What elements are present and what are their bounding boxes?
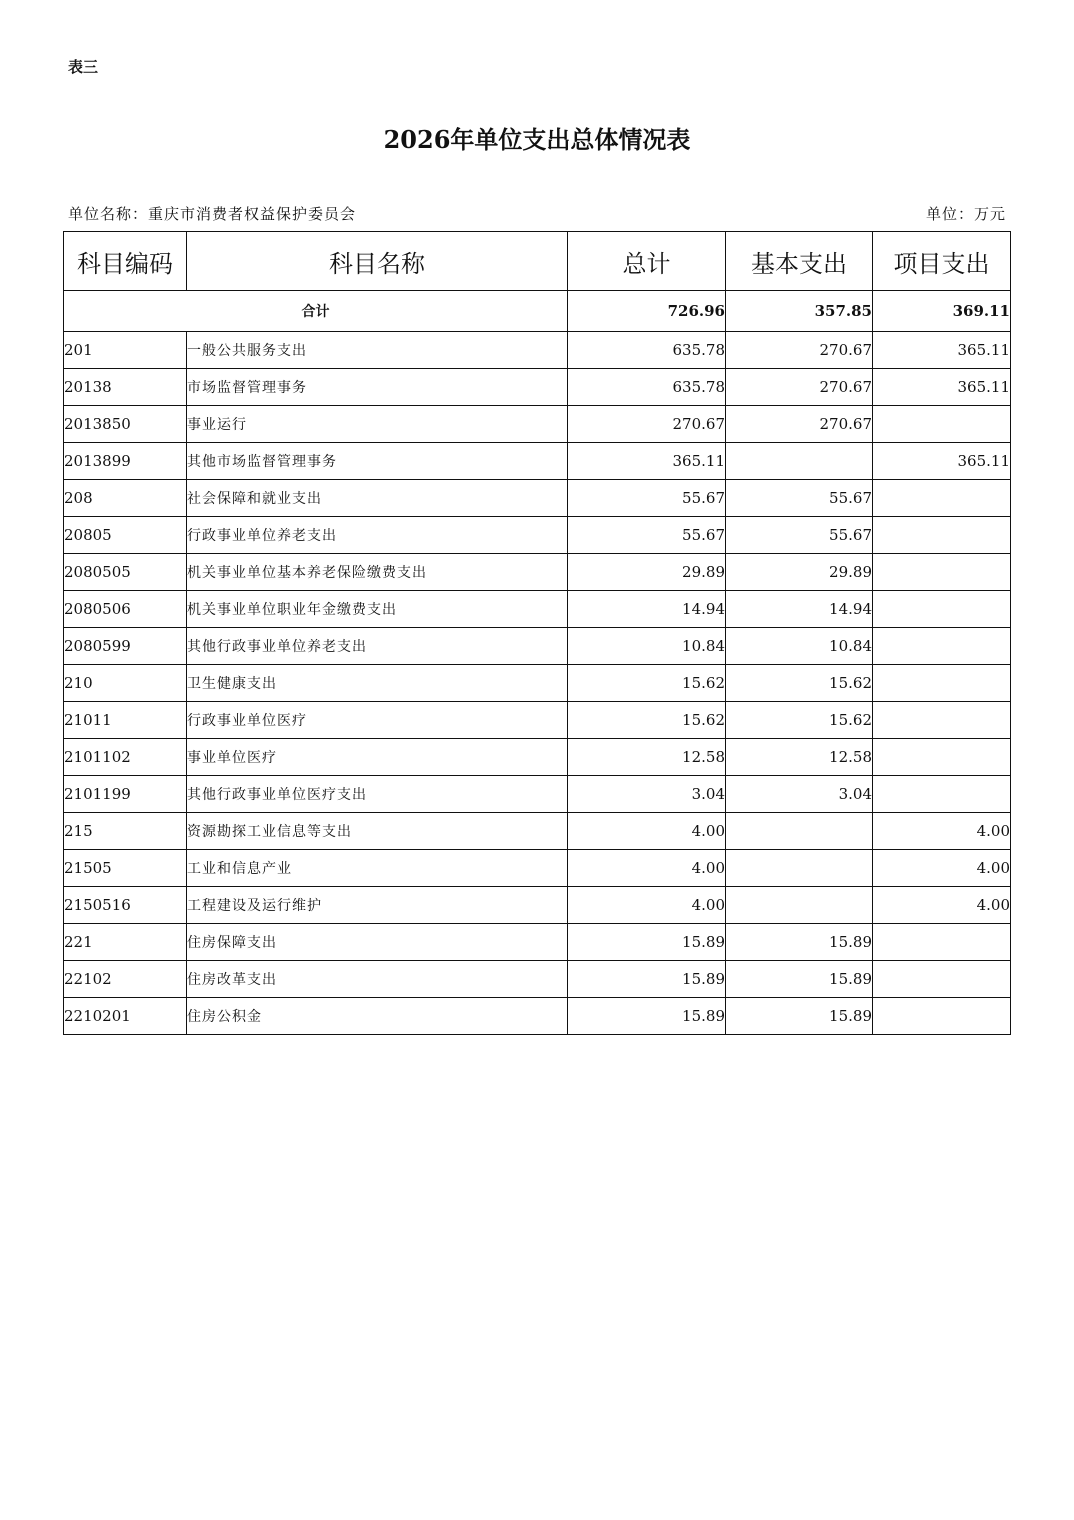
row-project: 4.00: [873, 813, 1011, 850]
row-name: 其他行政事业单位医疗支出: [187, 776, 568, 813]
row-name: 行政事业单位医疗: [187, 702, 568, 739]
row-code: 2210201: [64, 998, 187, 1035]
table-row: [64, 480, 1011, 517]
table-row: [64, 628, 1011, 665]
row-total: 15.89: [568, 961, 726, 998]
row-code: 2013899: [64, 443, 187, 480]
table-row: [64, 406, 1011, 443]
row-name: 工程建设及运行维护: [187, 887, 568, 924]
row-total: 29.89: [568, 554, 726, 591]
table-row: [64, 961, 1011, 998]
table-row: [64, 998, 1011, 1035]
row-total: 4.00: [568, 813, 726, 850]
row-total: 15.89: [568, 924, 726, 961]
row-name: 机关事业单位基本养老保险缴费支出: [187, 554, 568, 591]
row-code: 2080599: [64, 628, 187, 665]
row-basic: 15.89: [726, 924, 873, 961]
row-name: 资源勘探工业信息等支出: [187, 813, 568, 850]
row-basic: 10.84: [726, 628, 873, 665]
row-name: 机关事业单位职业年金缴费支出: [187, 591, 568, 628]
row-total: 4.00: [568, 887, 726, 924]
row-project: [873, 776, 1011, 813]
row-name: 其他行政事业单位养老支出: [187, 628, 568, 665]
row-total: 15.62: [568, 665, 726, 702]
row-code: 21011: [64, 702, 187, 739]
table-row: [64, 443, 1011, 480]
expenditure-table: [63, 231, 1011, 1035]
header-name: 科目名称: [187, 232, 568, 291]
row-project: [873, 702, 1011, 739]
row-project: 365.11: [873, 443, 1011, 480]
header-basic: 基本支出: [726, 232, 873, 291]
row-project: [873, 480, 1011, 517]
row-total: 365.11: [568, 443, 726, 480]
row-project: [873, 406, 1011, 443]
row-code: 2101102: [64, 739, 187, 776]
row-code: 20805: [64, 517, 187, 554]
row-project: [873, 591, 1011, 628]
row-name: 市场监督管理事务: [187, 369, 568, 406]
row-name: 事业单位医疗: [187, 739, 568, 776]
row-basic: 15.62: [726, 702, 873, 739]
row-basic: 12.58: [726, 739, 873, 776]
row-total: 55.67: [568, 517, 726, 554]
row-name: 住房改革支出: [187, 961, 568, 998]
row-basic: 55.67: [726, 517, 873, 554]
table-row: [64, 850, 1011, 887]
row-name: 工业和信息产业: [187, 850, 568, 887]
row-total: 635.78: [568, 332, 726, 369]
total-sum: 726.96: [568, 291, 726, 332]
row-basic: [726, 813, 873, 850]
table-row: [64, 369, 1011, 406]
row-basic: 55.67: [726, 480, 873, 517]
table-row: [64, 591, 1011, 628]
row-project: [873, 554, 1011, 591]
row-basic: 270.67: [726, 332, 873, 369]
table-row: [64, 554, 1011, 591]
row-total: 635.78: [568, 369, 726, 406]
header-project: 项目支出: [873, 232, 1011, 291]
row-name: 社会保障和就业支出: [187, 480, 568, 517]
row-project: [873, 739, 1011, 776]
row-project: [873, 628, 1011, 665]
row-basic: 15.62: [726, 665, 873, 702]
row-basic: 14.94: [726, 591, 873, 628]
row-code: 2080505: [64, 554, 187, 591]
row-project: [873, 961, 1011, 998]
row-name: 事业运行: [187, 406, 568, 443]
row-basic: [726, 850, 873, 887]
row-total: 10.84: [568, 628, 726, 665]
row-code: 201: [64, 332, 187, 369]
row-project: 365.11: [873, 369, 1011, 406]
table-row: [64, 739, 1011, 776]
row-project: [873, 665, 1011, 702]
row-code: 22102: [64, 961, 187, 998]
row-project: [873, 924, 1011, 961]
row-total: 12.58: [568, 739, 726, 776]
row-basic: 3.04: [726, 776, 873, 813]
row-code: 2101199: [64, 776, 187, 813]
table-row: [64, 702, 1011, 739]
row-project: 4.00: [873, 887, 1011, 924]
row-basic: 270.67: [726, 406, 873, 443]
table-row: [64, 924, 1011, 961]
row-total: 14.94: [568, 591, 726, 628]
row-code: 20138: [64, 369, 187, 406]
row-basic: [726, 443, 873, 480]
header-row: [64, 232, 1011, 291]
unit-measure: 单位：万元: [925, 205, 1006, 223]
page-title: 2026年单位支出总体情况表: [383, 125, 691, 154]
row-project: [873, 517, 1011, 554]
table-row: [64, 776, 1011, 813]
table-label: 表三: [68, 58, 99, 76]
unit-name: 单位名称：重庆市消费者权益保护委员会: [68, 205, 357, 223]
row-total: 4.00: [568, 850, 726, 887]
row-total: 3.04: [568, 776, 726, 813]
table-row: [64, 813, 1011, 850]
row-name: 行政事业单位养老支出: [187, 517, 568, 554]
row-name: 住房公积金: [187, 998, 568, 1035]
row-name: 一般公共服务支出: [187, 332, 568, 369]
row-code: 208: [64, 480, 187, 517]
row-basic: 270.67: [726, 369, 873, 406]
row-name: 住房保障支出: [187, 924, 568, 961]
row-code: 221: [64, 924, 187, 961]
row-basic: 29.89: [726, 554, 873, 591]
row-project: 365.11: [873, 332, 1011, 369]
row-total: 15.89: [568, 998, 726, 1035]
table-row: [64, 887, 1011, 924]
total-label: 合计: [64, 291, 568, 332]
table-row: [64, 517, 1011, 554]
row-project: [873, 998, 1011, 1035]
row-code: 2080506: [64, 591, 187, 628]
table-row: [64, 665, 1011, 702]
row-total: 15.62: [568, 702, 726, 739]
total-row: [64, 291, 1011, 332]
row-total: 270.67: [568, 406, 726, 443]
row-basic: [726, 887, 873, 924]
row-code: 210: [64, 665, 187, 702]
row-name: 其他市场监督管理事务: [187, 443, 568, 480]
row-project: 4.00: [873, 850, 1011, 887]
total-project: 369.11: [873, 291, 1011, 332]
row-name: 卫生健康支出: [187, 665, 568, 702]
row-basic: 15.89: [726, 961, 873, 998]
header-code: 科目编码: [64, 232, 187, 291]
row-code: 21505: [64, 850, 187, 887]
row-basic: 15.89: [726, 998, 873, 1035]
row-total: 55.67: [568, 480, 726, 517]
row-code: 2013850: [64, 406, 187, 443]
table-row: [64, 332, 1011, 369]
row-code: 2150516: [64, 887, 187, 924]
header-total: 总计: [568, 232, 726, 291]
total-basic: 357.85: [726, 291, 873, 332]
row-code: 215: [64, 813, 187, 850]
